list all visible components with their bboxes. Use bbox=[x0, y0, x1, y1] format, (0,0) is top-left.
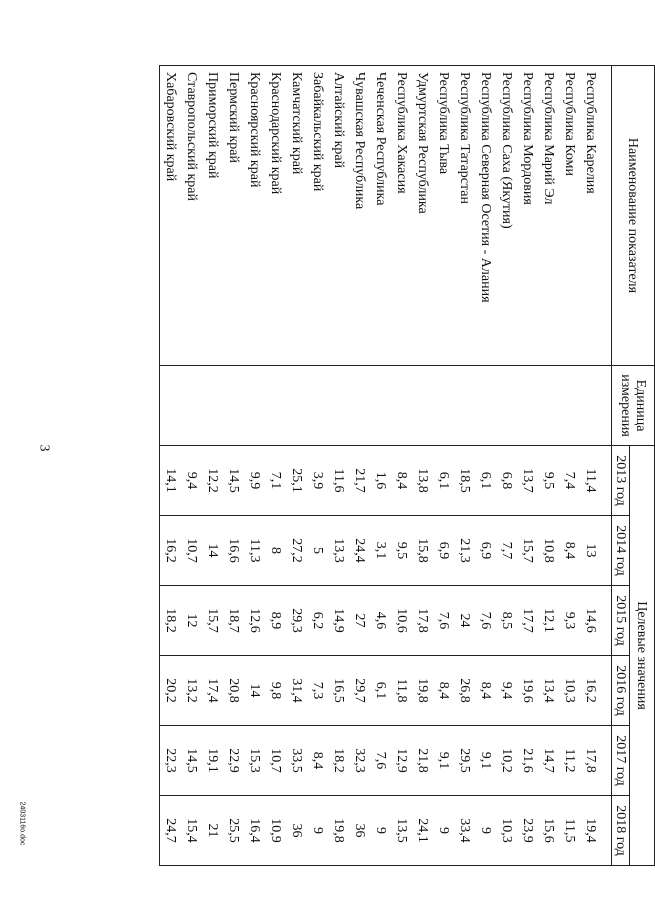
value-cell: 7,6 bbox=[475, 586, 496, 656]
value-cell: 6,1 bbox=[370, 656, 391, 726]
value-cell: 10,8 bbox=[538, 516, 559, 586]
value-cell: 26,8 bbox=[454, 656, 475, 726]
unit-cell bbox=[559, 366, 580, 446]
table-row bbox=[307, 66, 328, 866]
value-cell: 24,7 bbox=[160, 796, 182, 866]
header-year: 2015 год bbox=[612, 586, 630, 656]
value-cell: 10,2 bbox=[496, 726, 517, 796]
unit-cell bbox=[391, 366, 412, 446]
value-cell: 36 bbox=[349, 796, 370, 866]
value-cell: 9,9 bbox=[244, 446, 265, 516]
value-cell: 9,1 bbox=[475, 726, 496, 796]
table-row bbox=[244, 66, 265, 866]
table-row bbox=[475, 66, 496, 866]
value-cell: 25,1 bbox=[286, 446, 307, 516]
value-cell: 13,3 bbox=[328, 516, 349, 586]
header-year: 2013 год bbox=[612, 446, 630, 516]
unit-cell bbox=[328, 366, 349, 446]
value-cell: 17,4 bbox=[202, 656, 223, 726]
value-cell: 13,5 bbox=[391, 796, 412, 866]
table-spacer-row bbox=[601, 66, 612, 866]
indicator-name-cell: Республика Саха (Якутия) bbox=[496, 66, 517, 366]
table-row bbox=[391, 66, 412, 866]
value-cell: 18,7 bbox=[223, 586, 244, 656]
value-cell: 12,6 bbox=[244, 586, 265, 656]
value-cell: 18,2 bbox=[328, 726, 349, 796]
value-cell: 19,1 bbox=[202, 726, 223, 796]
value-cell: 8,4 bbox=[433, 656, 454, 726]
value-cell: 13,2 bbox=[181, 656, 202, 726]
value-cell: 21,7 bbox=[349, 446, 370, 516]
value-cell: 12,9 bbox=[391, 726, 412, 796]
header-target-values: Целевые значения bbox=[630, 446, 655, 866]
value-cell: 9 bbox=[370, 796, 391, 866]
value-cell: 7,6 bbox=[433, 586, 454, 656]
value-cell: 7,7 bbox=[496, 516, 517, 586]
value-cell: 13 bbox=[580, 516, 601, 586]
value-cell: 3,9 bbox=[307, 446, 328, 516]
value-cell: 6,2 bbox=[307, 586, 328, 656]
indicator-name-cell: Хабаровский край bbox=[160, 66, 182, 366]
value-cell: 9 bbox=[475, 796, 496, 866]
spacer-cell bbox=[601, 586, 612, 656]
indicator-name-cell: Забайкальский край bbox=[307, 66, 328, 366]
unit-cell bbox=[244, 366, 265, 446]
value-cell: 11,3 bbox=[244, 516, 265, 586]
value-cell: 20,8 bbox=[223, 656, 244, 726]
value-cell: 15,4 bbox=[181, 796, 202, 866]
value-cell: 19,4 bbox=[580, 796, 601, 866]
header-year: 2016 год bbox=[612, 656, 630, 726]
value-cell: 24,4 bbox=[349, 516, 370, 586]
value-cell: 14,5 bbox=[181, 726, 202, 796]
unit-cell bbox=[454, 366, 475, 446]
value-cell: 18,5 bbox=[454, 446, 475, 516]
unit-cell bbox=[265, 366, 286, 446]
value-cell: 19,8 bbox=[412, 656, 433, 726]
value-cell: 8 bbox=[265, 516, 286, 586]
unit-cell bbox=[538, 366, 559, 446]
value-cell: 15,7 bbox=[517, 516, 538, 586]
table-row bbox=[181, 66, 202, 866]
value-cell: 6,1 bbox=[475, 446, 496, 516]
table-row bbox=[433, 66, 454, 866]
unit-cell bbox=[202, 366, 223, 446]
value-cell: 12,1 bbox=[538, 586, 559, 656]
value-cell: 21,3 bbox=[454, 516, 475, 586]
value-cell: 10,9 bbox=[265, 796, 286, 866]
unit-cell bbox=[580, 366, 601, 446]
value-cell: 16,5 bbox=[328, 656, 349, 726]
unit-cell bbox=[370, 366, 391, 446]
value-cell: 21,6 bbox=[517, 726, 538, 796]
value-cell: 16,2 bbox=[160, 516, 182, 586]
indicator-name-cell: Пермский край bbox=[223, 66, 244, 366]
table-row bbox=[349, 66, 370, 866]
table-row bbox=[559, 66, 580, 866]
unit-cell bbox=[181, 366, 202, 446]
value-cell: 25,5 bbox=[223, 796, 244, 866]
value-cell: 19,6 bbox=[517, 656, 538, 726]
value-cell: 12 bbox=[181, 586, 202, 656]
value-cell: 27,2 bbox=[286, 516, 307, 586]
value-cell: 9,8 bbox=[265, 656, 286, 726]
unit-cell bbox=[160, 366, 182, 446]
spacer-cell bbox=[601, 516, 612, 586]
value-cell: 9 bbox=[307, 796, 328, 866]
value-cell: 11,2 bbox=[559, 726, 580, 796]
target-values-table bbox=[159, 65, 655, 866]
value-cell: 21 bbox=[202, 796, 223, 866]
table-row bbox=[496, 66, 517, 866]
value-cell: 9,1 bbox=[433, 726, 454, 796]
value-cell: 13,8 bbox=[412, 446, 433, 516]
indicator-name-cell: Красноярский край bbox=[244, 66, 265, 366]
value-cell: 8,9 bbox=[265, 586, 286, 656]
value-cell: 29,5 bbox=[454, 726, 475, 796]
value-cell: 18,2 bbox=[160, 586, 182, 656]
value-cell: 1,6 bbox=[370, 446, 391, 516]
value-cell: 5 bbox=[307, 516, 328, 586]
value-cell: 14,1 bbox=[160, 446, 182, 516]
value-cell: 6,9 bbox=[475, 516, 496, 586]
value-cell: 24 bbox=[454, 586, 475, 656]
value-cell: 7,3 bbox=[307, 656, 328, 726]
value-cell: 14,5 bbox=[223, 446, 244, 516]
table-body bbox=[160, 66, 612, 866]
value-cell: 14,6 bbox=[580, 586, 601, 656]
unit-cell bbox=[496, 366, 517, 446]
value-cell: 9,3 bbox=[559, 586, 580, 656]
value-cell: 32,3 bbox=[349, 726, 370, 796]
value-cell: 8,5 bbox=[496, 586, 517, 656]
value-cell: 6,9 bbox=[433, 516, 454, 586]
indicator-name-cell: Республика Карелия bbox=[580, 66, 601, 366]
indicator-name-cell: Республика Марий Эл bbox=[538, 66, 559, 366]
value-cell: 14,7 bbox=[538, 726, 559, 796]
table-row bbox=[517, 66, 538, 866]
value-cell: 24,1 bbox=[412, 796, 433, 866]
indicator-name-cell: Ставропольский край bbox=[181, 66, 202, 366]
table-row bbox=[370, 66, 391, 866]
value-cell: 14,9 bbox=[328, 586, 349, 656]
value-cell: 8,4 bbox=[307, 726, 328, 796]
indicator-name-cell: Удмуртская Республика bbox=[412, 66, 433, 366]
unit-cell bbox=[286, 366, 307, 446]
indicator-name-cell: Чувашская Республика bbox=[349, 66, 370, 366]
value-cell: 14 bbox=[202, 516, 223, 586]
value-cell: 27 bbox=[349, 586, 370, 656]
page-number: 3 bbox=[36, 444, 52, 452]
value-cell: 21,8 bbox=[412, 726, 433, 796]
value-cell: 6,1 bbox=[433, 446, 454, 516]
value-cell: 20,2 bbox=[160, 656, 182, 726]
indicator-name-cell: Республика Хакасия bbox=[391, 66, 412, 366]
rotated-table-container bbox=[105, 65, 655, 865]
value-cell: 13,7 bbox=[517, 446, 538, 516]
table-row bbox=[160, 66, 182, 866]
value-cell: 10,3 bbox=[559, 656, 580, 726]
header-unit: Единица измерения bbox=[612, 366, 655, 446]
value-cell: 23,9 bbox=[517, 796, 538, 866]
header-year: 2017 год bbox=[612, 726, 630, 796]
value-cell: 10,6 bbox=[391, 586, 412, 656]
spacer-cell bbox=[601, 796, 612, 866]
unit-cell bbox=[433, 366, 454, 446]
value-cell: 15,3 bbox=[244, 726, 265, 796]
value-cell: 16,4 bbox=[244, 796, 265, 866]
value-cell: 22,9 bbox=[223, 726, 244, 796]
value-cell: 9,4 bbox=[496, 656, 517, 726]
table-row bbox=[223, 66, 244, 866]
value-cell: 16,6 bbox=[223, 516, 244, 586]
unit-cell bbox=[349, 366, 370, 446]
value-cell: 31,4 bbox=[286, 656, 307, 726]
spacer-cell bbox=[601, 366, 612, 446]
value-cell: 8,4 bbox=[559, 516, 580, 586]
value-cell: 10,7 bbox=[181, 516, 202, 586]
value-cell: 11,5 bbox=[559, 796, 580, 866]
unit-cell bbox=[307, 366, 328, 446]
unit-cell bbox=[223, 366, 244, 446]
unit-cell bbox=[475, 366, 496, 446]
header-year: 2018 год bbox=[612, 796, 630, 866]
spacer-cell bbox=[601, 656, 612, 726]
value-cell: 17,7 bbox=[517, 586, 538, 656]
indicator-name-cell: Республика Коми bbox=[559, 66, 580, 366]
indicator-name-cell: Камчатский край bbox=[286, 66, 307, 366]
value-cell: 33,4 bbox=[454, 796, 475, 866]
value-cell: 6,8 bbox=[496, 446, 517, 516]
value-cell: 9,4 bbox=[181, 446, 202, 516]
header-year: 2014 год bbox=[612, 516, 630, 586]
value-cell: 7,6 bbox=[370, 726, 391, 796]
unit-cell bbox=[412, 366, 433, 446]
value-cell: 8,4 bbox=[391, 446, 412, 516]
document-code: 2403116о.doc bbox=[18, 801, 26, 846]
indicator-name-cell: Алтайский край bbox=[328, 66, 349, 366]
value-cell: 15,8 bbox=[412, 516, 433, 586]
value-cell: 9,5 bbox=[538, 446, 559, 516]
value-cell: 29,7 bbox=[349, 656, 370, 726]
table-row bbox=[580, 66, 601, 866]
table-row bbox=[265, 66, 286, 866]
value-cell: 15,6 bbox=[538, 796, 559, 866]
value-cell: 7,4 bbox=[559, 446, 580, 516]
table-row bbox=[538, 66, 559, 866]
indicator-name-cell: Республика Мордовия bbox=[517, 66, 538, 366]
value-cell: 19,8 bbox=[328, 796, 349, 866]
value-cell: 11,6 bbox=[328, 446, 349, 516]
value-cell: 17,8 bbox=[580, 726, 601, 796]
value-cell: 33,5 bbox=[286, 726, 307, 796]
table-row bbox=[454, 66, 475, 866]
value-cell: 11,4 bbox=[580, 446, 601, 516]
unit-cell bbox=[517, 366, 538, 446]
indicator-name-cell: Краснодарский край bbox=[265, 66, 286, 366]
table-row bbox=[202, 66, 223, 866]
value-cell: 11,8 bbox=[391, 656, 412, 726]
indicator-name-cell: Приморский край bbox=[202, 66, 223, 366]
value-cell: 29,3 bbox=[286, 586, 307, 656]
value-cell: 14 bbox=[244, 656, 265, 726]
value-cell: 10,7 bbox=[265, 726, 286, 796]
value-cell: 12,2 bbox=[202, 446, 223, 516]
spacer-cell bbox=[601, 66, 612, 366]
value-cell: 22,3 bbox=[160, 726, 182, 796]
indicator-name-cell: Республика Татарстан bbox=[454, 66, 475, 366]
value-cell: 17,8 bbox=[412, 586, 433, 656]
value-cell: 7,1 bbox=[265, 446, 286, 516]
spacer-cell bbox=[601, 446, 612, 516]
value-cell: 9 bbox=[433, 796, 454, 866]
value-cell: 16,2 bbox=[580, 656, 601, 726]
value-cell: 4,6 bbox=[370, 586, 391, 656]
value-cell: 8,4 bbox=[475, 656, 496, 726]
indicator-name-cell: Республика Северная Осетия - Алания bbox=[475, 66, 496, 366]
indicator-name-cell: Чеченская Республика bbox=[370, 66, 391, 366]
value-cell: 36 bbox=[286, 796, 307, 866]
value-cell: 9,5 bbox=[391, 516, 412, 586]
value-cell: 13,4 bbox=[538, 656, 559, 726]
header-indicator-name: Наименование показателя bbox=[612, 66, 655, 366]
table-row bbox=[286, 66, 307, 866]
value-cell: 3,1 bbox=[370, 516, 391, 586]
table-row bbox=[328, 66, 349, 866]
indicator-name-cell: Республика Тыва bbox=[433, 66, 454, 366]
value-cell: 10,3 bbox=[496, 796, 517, 866]
spacer-cell bbox=[601, 726, 612, 796]
table-row bbox=[412, 66, 433, 866]
value-cell: 15,7 bbox=[202, 586, 223, 656]
